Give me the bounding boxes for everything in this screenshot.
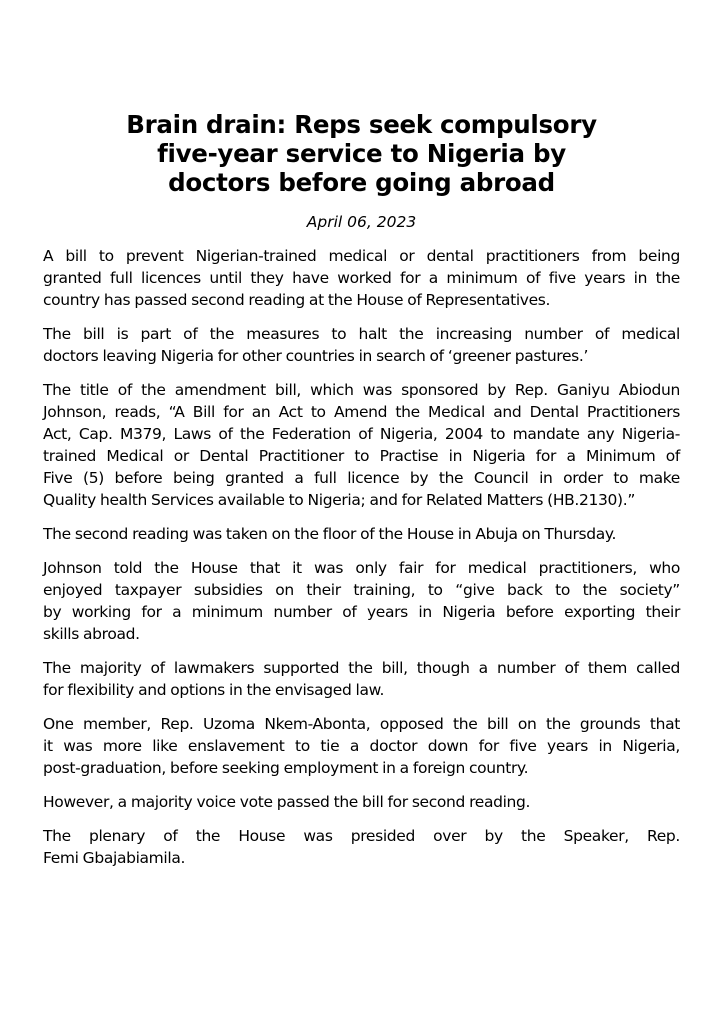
paragraph: [43, 523, 680, 545]
paragraph-line: The plenary of the House was presided over by the Speaker, Rep.: [43, 827, 680, 845]
headline-line: five-year service to Nigeria by: [157, 139, 566, 168]
paragraph-line: Five (5) before being granted a full licence by the Council in order to make: [43, 469, 680, 487]
paragraph-line: Johnson told the House that it was only fair for medical practitioners, who: [43, 559, 680, 577]
paragraph-line: One member, Rep. Uzoma Nkem-Abonta, opposed the bill on the grounds that: [43, 715, 680, 733]
paragraph-line: The majority of lawmakers supported the bill, though a number of them called: [43, 659, 680, 677]
paragraph-line: granted full licences until they have worked for a minimum of five years in the: [43, 269, 680, 287]
paragraph-line: Femi Gbajabiamila.: [43, 849, 186, 867]
paragraph-line: trained Medical or Dental Practitioner to Practise in Nigeria for a Minimum of: [43, 447, 680, 465]
article-date: April 06, 2023: [306, 213, 417, 231]
paragraph: [43, 323, 680, 367]
paragraph: [43, 245, 680, 311]
paragraph-line: for flexibility and options in the envisaged law.: [43, 681, 385, 699]
paragraph-line: post-graduation, before seeking employment in a foreign country.: [43, 759, 529, 777]
paragraph-line: by working for a minimum number of years in Nigeria before exporting their: [43, 603, 680, 621]
paragraph-line: enjoyed taxpayer subsidies on their training, to “give back to the society”: [43, 581, 680, 599]
paragraph-line: it was more like enslavement to tie a doctor down for five years in Nigeria,: [43, 737, 680, 755]
paragraph-line: Act, Cap. M379, Laws of the Federation of Nigeria, 2004 to mandate any Nigeria-: [43, 425, 680, 443]
paragraph: [43, 657, 680, 701]
paragraph-line: The bill is part of the measures to halt the increasing number of medical: [43, 325, 680, 343]
paragraph-line: The title of the amendment bill, which was sponsored by Rep. Ganiyu Abiodun: [43, 381, 680, 399]
paragraph: [43, 825, 680, 869]
paragraph-line: skills abroad.: [43, 625, 140, 643]
paragraph-line: The second reading was taken on the floor of the House in Abuja on Thursday.: [43, 525, 617, 543]
paragraph-line: doctors leaving Nigeria for other countries in search of ‘greener pastures.’: [43, 347, 589, 365]
paragraph-line: Quality health Services available to Nigeria; and for Related Matters (HB.2130).”: [43, 491, 635, 509]
paragraph: [43, 379, 680, 511]
article: [43, 0, 680, 881]
paragraph: [43, 557, 680, 645]
paragraph-line: However, a majority voice vote passed the bill for second reading.: [43, 793, 531, 811]
paragraph: [43, 791, 680, 813]
headline-line: Brain drain: Reps seek compulsory: [126, 110, 597, 139]
article-body: [43, 245, 680, 869]
paragraph: [43, 713, 680, 779]
headline-line: doctors before going abroad: [168, 168, 555, 197]
article-headline: [43, 110, 680, 197]
paragraph-line: country has passed second reading at the House of Representatives.: [43, 291, 551, 309]
paragraph-line: Johnson, reads, “A Bill for an Act to Amend the Medical and Dental Practitioners: [43, 403, 680, 421]
paragraph-line: A bill to prevent Nigerian-trained medical or dental practitioners from being: [43, 247, 680, 265]
